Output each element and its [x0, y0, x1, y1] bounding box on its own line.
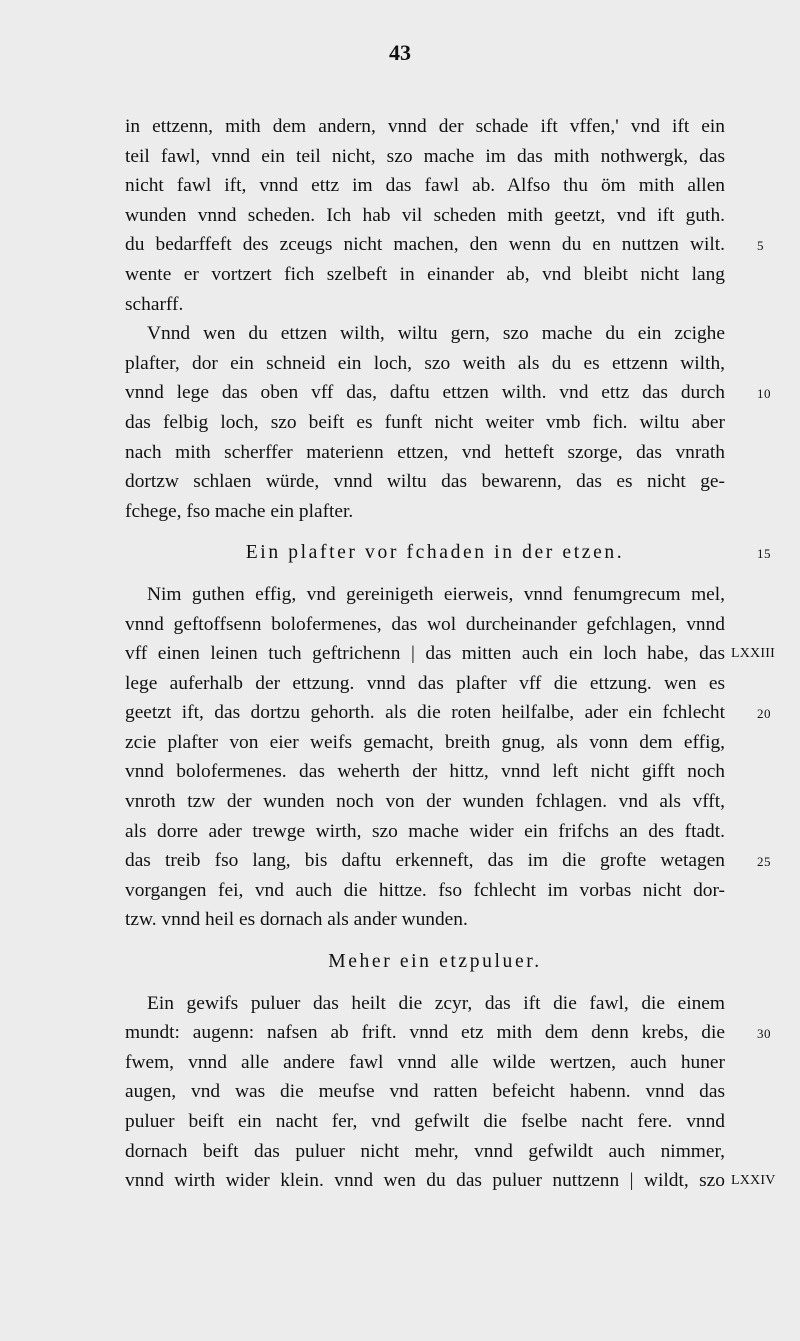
line-text: vnnd geftoffsenn bolofermenes, das wol durcheinander gefchlagen, vnnd: [125, 613, 725, 635]
text-line: [125, 1077, 745, 1107]
text-line: [125, 728, 745, 758]
text-line: [125, 230, 764, 260]
line-text: lege auferhalb der ettzung. vnnd das plafter vff die ettzung. wen es: [125, 672, 725, 694]
line-text: Ein plafter vor fchaden in der etzen.: [245, 542, 625, 564]
text-line: [125, 349, 745, 379]
section-heading: [125, 947, 745, 977]
folio-marker: LXXIII: [731, 646, 775, 662]
line-number-marker: 25: [757, 854, 771, 870]
line-text: nicht fawl ift, vnnd ettz im das fawl ab. Alfso thu öm mith allen: [125, 175, 725, 197]
line-number-marker: 5: [757, 238, 764, 254]
text-line: [125, 290, 745, 320]
line-number-marker: 15: [757, 546, 771, 562]
text-line: [125, 319, 745, 349]
text-line: [125, 408, 745, 438]
text-line: [125, 260, 745, 290]
line-text: fchege, fso mache ein plafter.: [125, 500, 354, 522]
line-text: als dorre ader trewge wirth, szo mache wider ein frifchs an des ftadt.: [125, 820, 725, 842]
text-line: [125, 989, 745, 1019]
line-text: vff einen leinen tuch geftrichenn | das mitten auch ein loch habe, das: [125, 643, 725, 665]
line-text: geetzt ift, das dortzu gehorth. als die roten heilfalbe, ader ein fchlecht: [125, 702, 725, 724]
text-line: [125, 467, 745, 497]
text-line: [125, 639, 775, 669]
text-line: [125, 876, 745, 906]
line-text: tzw. vnnd heil es dornach als ander wunden.: [125, 909, 468, 931]
line-number-marker: 30: [757, 1026, 771, 1042]
text-line: [125, 497, 745, 527]
line-text: nach mith scherffer materienn ettzen, vnd hetteft szorge, das vnrath: [125, 441, 725, 463]
text-line: [125, 905, 745, 935]
line-text: das felbig loch, szo beift es funft nicht weiter vmb fich. wiltu aber: [125, 411, 725, 433]
line-text: dortzw schlaen würde, vnnd wiltu das bewarenn, das es nicht ge-: [125, 471, 725, 493]
line-text: vorgangen fei, vnd auch die hittze. fso fchlecht im vorbas nicht dor-: [125, 879, 725, 901]
line-text: teil fawl, vnnd ein teil nicht, szo mache im das mith nothwergk, das: [125, 145, 725, 167]
text-line: [125, 846, 771, 876]
line-text: vnnd lege das oben vff das, daftu ettzen wilth. vnd ettz das durch: [125, 382, 725, 404]
line-text: puluer beift ein nacht fer, vnd gefwilt die fselbe nacht fere. vnnd: [125, 1111, 725, 1132]
text-line: [125, 112, 745, 142]
text-line: [125, 171, 745, 201]
folio-marker: LXXIV: [731, 1173, 776, 1189]
line-text: Nim guthen effig, vnd gereinigeth eierweis, vnnd fenumgrecum mel,: [147, 583, 725, 605]
line-text: in ettzenn, mith dem andern, vnnd der schade ift vffen,' vnd ift ein: [125, 116, 725, 137]
line-text: fwem, vnnd alle andere fawl vnnd alle wilde wertzen, auch huner: [125, 1051, 725, 1073]
line-text: vnroth tzw der wunden noch von der wunden fchlagen. vnd als vfft,: [125, 791, 725, 813]
line-text: Vnnd wen du ettzen wilth, wiltu gern, szo mache du ein zcighe: [147, 323, 725, 345]
line-text: mundt: augenn: nafsen ab frift. vnnd etz mith dem denn krebs, die: [125, 1022, 725, 1044]
line-text: zcie plafter von eier weifs gemacht, breith gnug, als vonn dem effig,: [125, 731, 725, 753]
text-line: [125, 378, 771, 408]
text-line: [125, 669, 745, 699]
text-line: [125, 142, 745, 172]
line-text: augen, vnd was die meufse vnd ratten befeicht habenn. vnnd das: [125, 1081, 725, 1103]
page-number: 43: [389, 40, 411, 65]
line-text: vnnd bolofermenes. das weherth der hittz, vnnd left nicht gifft noch: [125, 761, 725, 783]
line-text: Ein gewifs puluer das heilt die zcyr, das ift die fawl, die einem: [147, 992, 725, 1014]
text-line: [125, 201, 745, 231]
line-number-marker: 10: [757, 386, 771, 402]
text-line: [125, 1107, 745, 1137]
line-text: das treib fso lang, bis daftu erkenneft, das im die grofte wetagen: [125, 850, 725, 872]
text-line: [125, 610, 745, 640]
text-line: [125, 698, 771, 728]
line-number-marker: 20: [757, 706, 771, 722]
text-line: [125, 1137, 745, 1167]
text-line: [125, 438, 745, 468]
line-text: Meher ein etzpuluer.: [328, 951, 542, 973]
line-text: wente er vortzert fich szelbeft in einander ab, vnd bleibt nicht lang: [125, 263, 725, 285]
text-line: [125, 787, 745, 817]
line-text: dornach beift das puluer nicht mehr, vnnd gefwildt auch nimmer,: [125, 1140, 725, 1162]
text-block: [125, 112, 776, 1196]
line-text: scharff.: [125, 293, 184, 315]
text-line: [125, 1018, 771, 1048]
text-line: [125, 757, 745, 787]
text-line: [125, 817, 745, 847]
line-text: vnnd wirth wider klein. vnnd wen du das puluer nuttzenn | wildt, szo: [125, 1170, 725, 1192]
line-text: du bedarffeft des zceugs nicht machen, den wenn du en nuttzen wilt.: [125, 234, 725, 256]
text-line: [125, 580, 745, 610]
text-line: [125, 1048, 745, 1078]
section-heading: [125, 538, 771, 568]
line-text: plafter, dor ein schneid ein loch, szo weith als du es ettzenn wilth,: [125, 352, 725, 374]
text-line: [125, 1166, 776, 1196]
line-text: wunden vnnd scheden. Ich hab vil scheden mith geetzt, vnd ift guth.: [125, 204, 725, 226]
